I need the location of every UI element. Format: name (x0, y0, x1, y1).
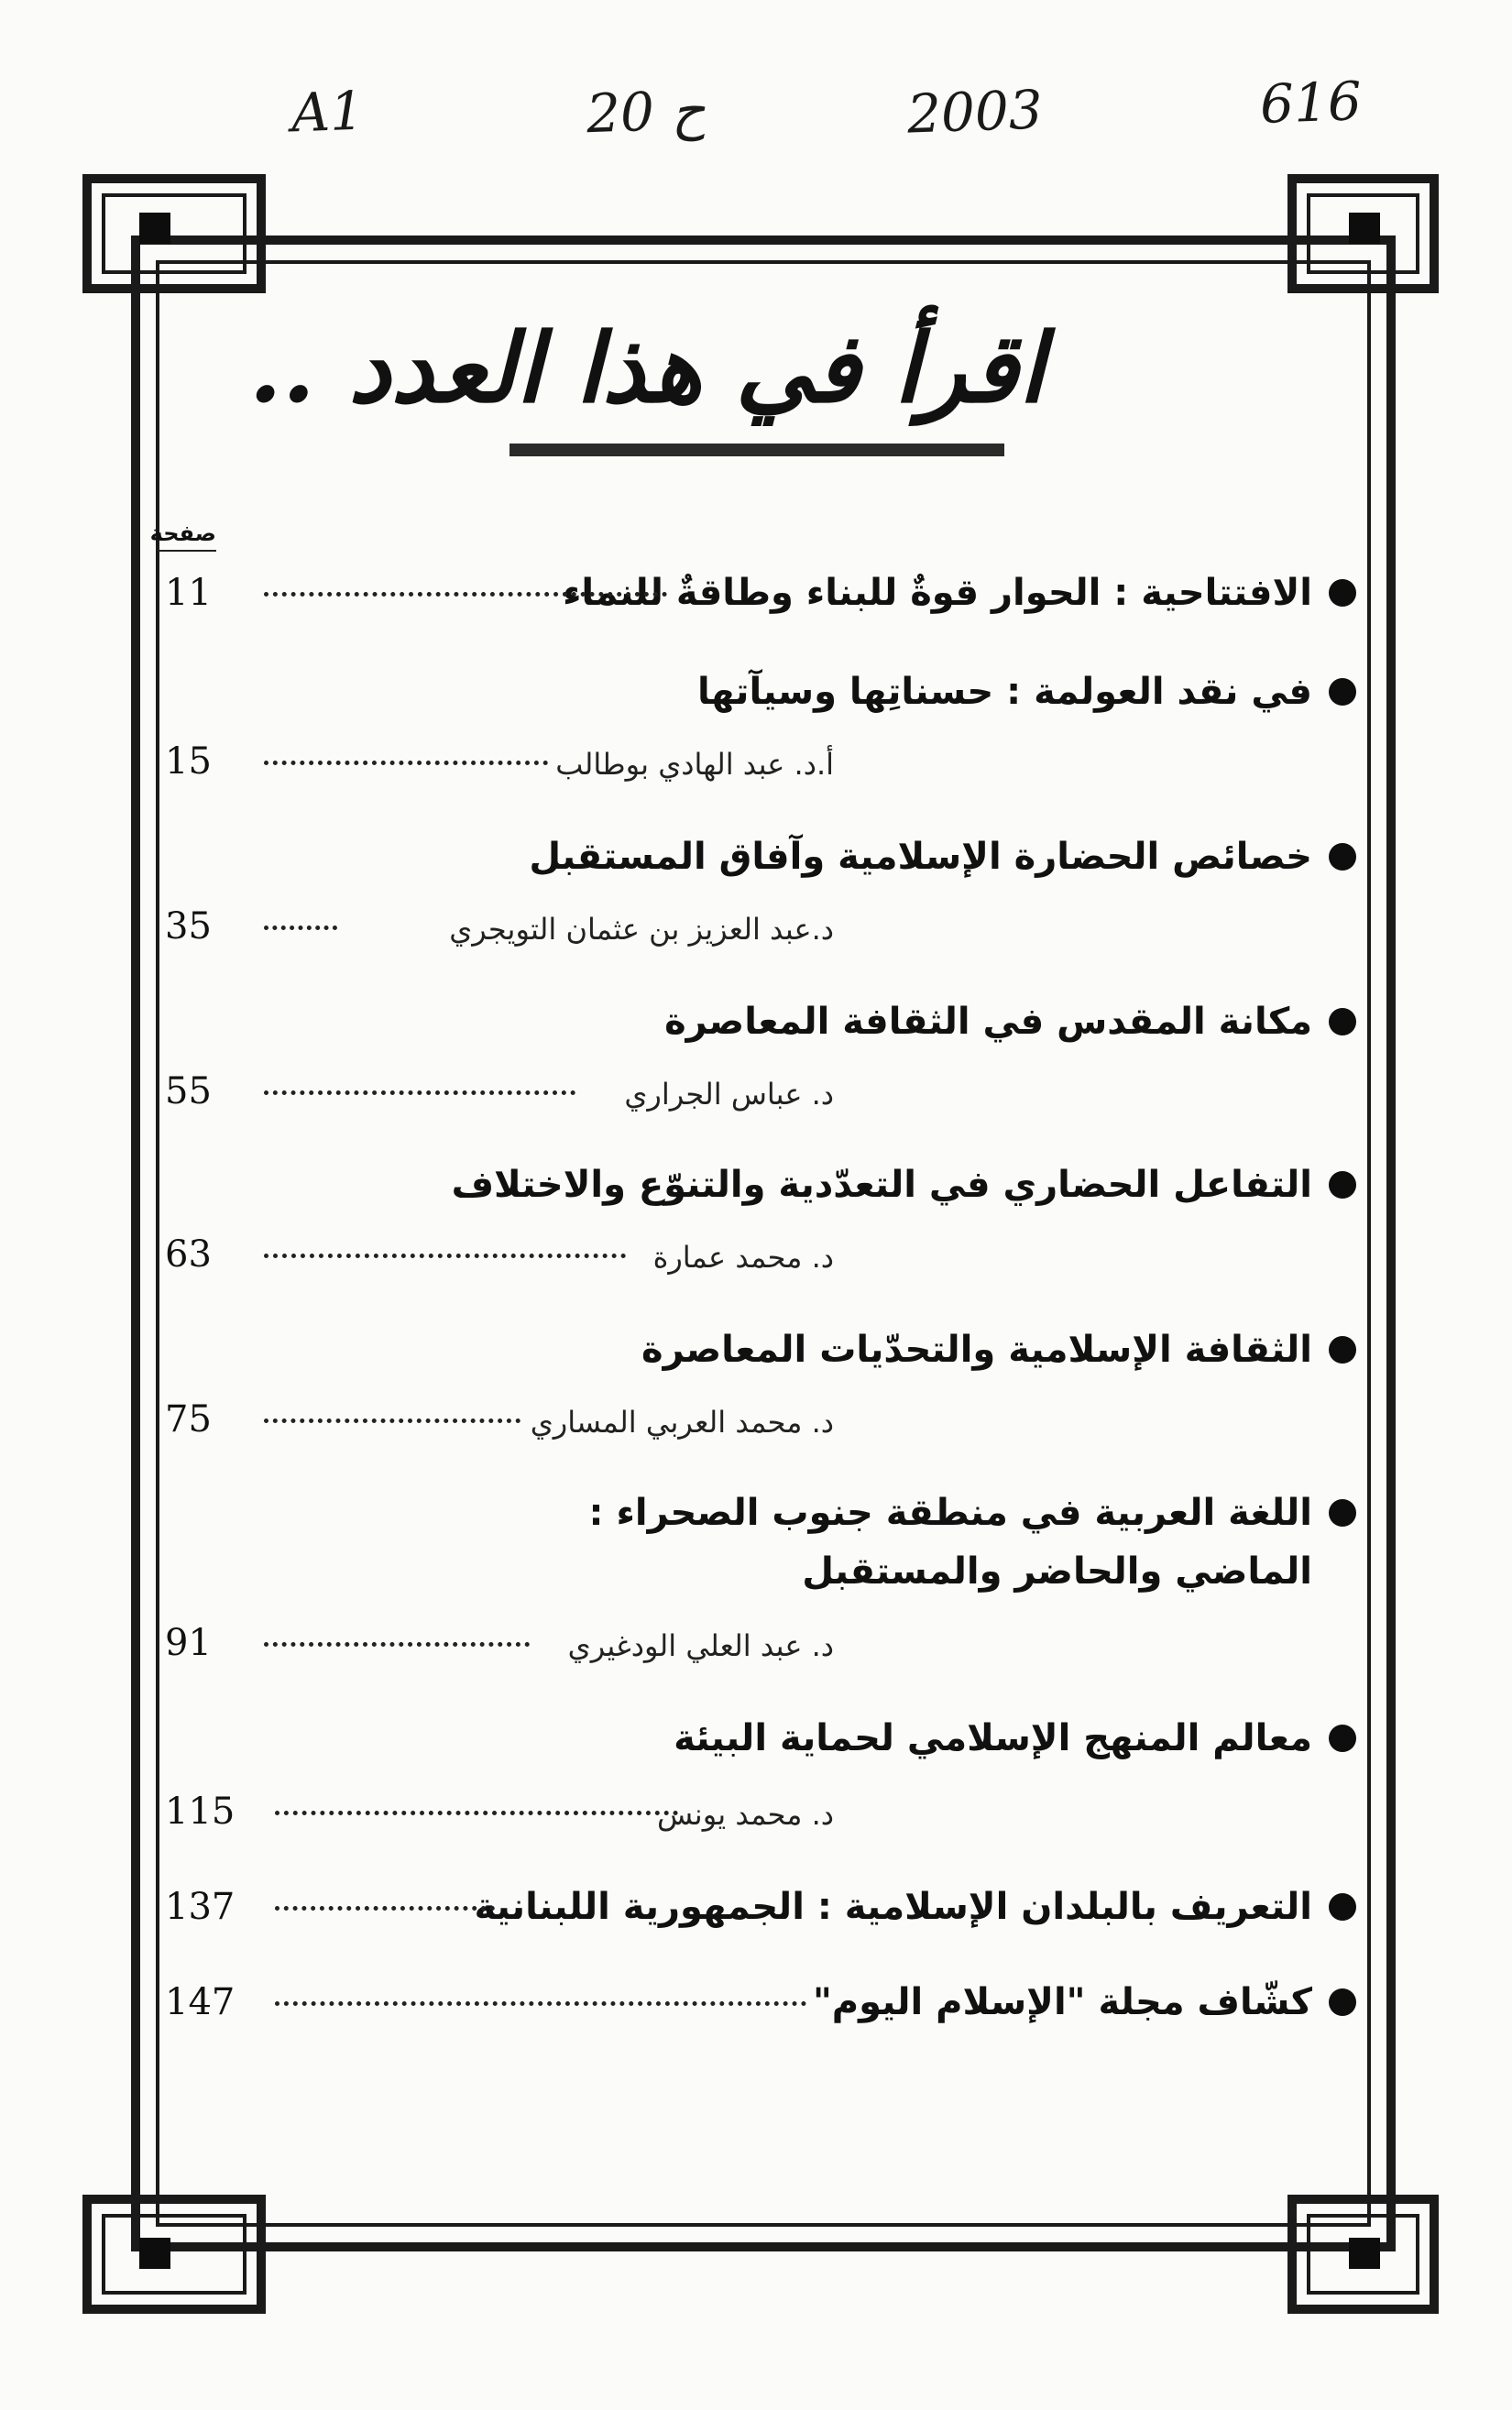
corner-inner-bottom-left (104, 2216, 245, 2293)
entry-title: مكانة المقدس في الثقافة المعاصرة (664, 1001, 1312, 1043)
page-number: 75 (165, 1398, 212, 1441)
toc-entry-author-row (165, 1615, 1365, 1671)
toc-entry-title-row (165, 828, 1365, 885)
entry-author: أ.د. عبد الهادي بوطالب (555, 747, 834, 782)
bullet-icon (1329, 1499, 1356, 1527)
entry-title: في نقد العولمة : حسناتِها وسيآتها (697, 671, 1312, 713)
page-number: 137 (165, 1886, 236, 1928)
handwritten-note-left: A1 (290, 79, 365, 145)
toc-entry-title-row (165, 1879, 1365, 1935)
handwritten-note-right: 616 (1258, 70, 1363, 136)
toc-entry-author-row (165, 898, 1365, 955)
bullet-icon (1329, 1893, 1356, 1921)
bullet-icon (1329, 1988, 1356, 2016)
toc-entry-title-row (165, 1974, 1365, 2031)
entry-title: اللغة العربية في منطقة جنوب الصحراء : (588, 1492, 1312, 1534)
toc-entry-title-row (165, 993, 1365, 1050)
entry-title: الثقافة الإسلامية والتحدّيات المعاصرة (641, 1329, 1312, 1371)
toc-entry-title-row (165, 564, 1365, 621)
entry-subtitle: الماضي والحاضر والمستقبل (802, 1550, 1312, 1593)
page-number: 35 (165, 905, 212, 948)
dot-leader (264, 761, 548, 765)
entry-title: التفاعل الحضاري في التعدّدية والتنوّع والاختلاف (451, 1164, 1312, 1206)
title-underline (509, 444, 1004, 456)
entry-author: د. محمد يونس (657, 1797, 834, 1832)
bullet-icon (1329, 843, 1356, 871)
bullet-icon (1329, 1171, 1356, 1199)
dot-leader (275, 2001, 806, 2006)
handwritten-note-number: 20 ح (585, 78, 707, 146)
toc-entry-title-row (165, 1710, 1365, 1767)
entry-author: د. محمد عمارة (652, 1240, 834, 1275)
bullet-icon (1329, 678, 1356, 706)
entry-title: معالم المنهج الإسلامي لحماية البيئة (674, 1717, 1312, 1759)
dot-leader (264, 1254, 626, 1258)
dot-leader (264, 1642, 530, 1647)
entry-author: د.عبد العزيز بن عثمان التويجري (449, 912, 834, 947)
toc-entry-title-row (165, 1156, 1365, 1213)
toc-entry-author-row (165, 733, 1365, 790)
bullet-icon (1329, 1725, 1356, 1752)
dot-leader (264, 1090, 575, 1095)
dot-leader (264, 592, 667, 597)
page-number: 115 (165, 1791, 236, 1833)
page-column-label: صفحة (158, 520, 216, 552)
page-number: 55 (165, 1070, 212, 1112)
entry-title: خصائص الحضارة الإسلامية وآفاق المستقبل (529, 836, 1312, 878)
corner-square-top-right (1349, 213, 1380, 244)
toc-entry-title-row (165, 1484, 1365, 1541)
page-number: 15 (165, 740, 212, 783)
handwritten-note-year: 2003 (905, 78, 1044, 146)
toc-entry-subtitle-row (165, 1543, 1365, 1600)
entry-title: الافتتاحية : الحوار قوةٌ للبناء وطاقةٌ للنماء (562, 572, 1312, 614)
toc-entry-author-row (165, 1391, 1365, 1448)
toc-entry-author-row (165, 1226, 1365, 1283)
page-number: 147 (165, 1981, 236, 2023)
page-number: 91 (165, 1622, 212, 1664)
bullet-icon (1329, 1008, 1356, 1035)
toc-entry-author-row (165, 1063, 1365, 1120)
page-number: 11 (165, 572, 212, 614)
entry-title: التعريف بالبلدان الإسلامية : الجمهورية اللبنانية (474, 1886, 1312, 1928)
entry-author: د. عبد العلي الودغيري (567, 1628, 834, 1663)
corner-square-top-left (139, 213, 170, 244)
entry-title: كشّاف مجلة "الإسلام اليوم" (812, 1981, 1312, 2023)
page-title: اقرأ في هذا العدد .. (248, 312, 1045, 424)
bullet-icon (1329, 1336, 1356, 1364)
bullet-icon (1329, 579, 1356, 607)
dot-leader (264, 926, 337, 930)
entry-author: د. محمد العربي المساري (530, 1405, 834, 1440)
dot-leader (264, 1419, 520, 1423)
dot-leader (275, 1906, 495, 1911)
toc-entry-author-row (165, 1783, 1365, 1840)
toc-entry-title-row (165, 663, 1365, 720)
dot-leader (275, 1811, 678, 1815)
corner-square-bottom-left (139, 2238, 170, 2269)
corner-square-bottom-right (1349, 2238, 1380, 2269)
toc-entry-title-row (165, 1321, 1365, 1378)
entry-author: د. عباس الجراري (624, 1077, 834, 1112)
page-number: 63 (165, 1233, 212, 1276)
